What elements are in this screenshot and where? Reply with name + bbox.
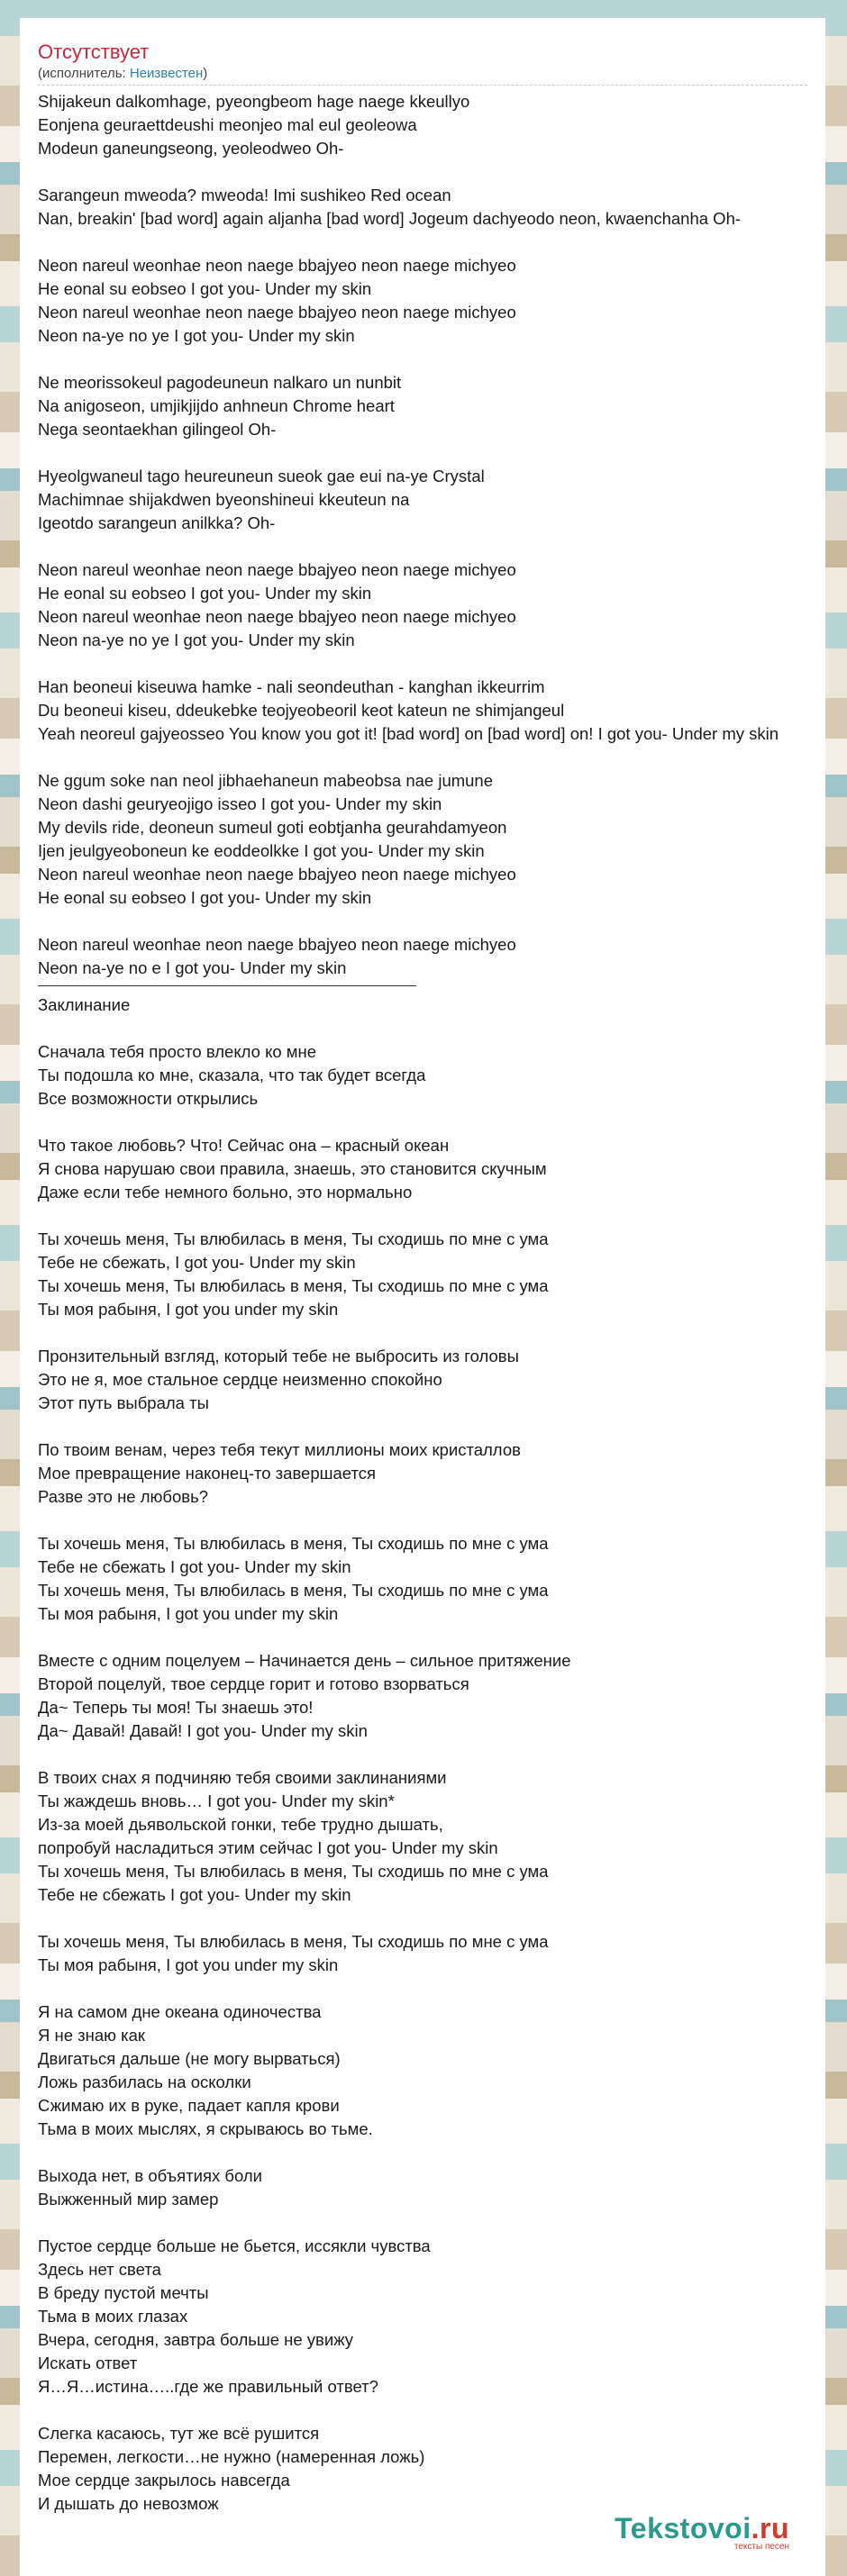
lyric-line: Ijen jeulgyeoboneun ke eoddeolkke I got you- Under my skin <box>38 841 485 860</box>
lyric-line: Слегка касаюсь, тут же всё рушится <box>38 2424 320 2443</box>
lyric-line: Второй поцелуй, твое сердце горит и готово взорваться <box>38 1674 469 1693</box>
lyrics-original <box>38 90 825 980</box>
lyric-line: Что такое любовь? Что! Сейчас она – красный океан <box>38 1136 450 1155</box>
lyric-line: My devils ride, deoneun sumeul goti eobtjanha geurahdamyeon <box>38 818 507 837</box>
lyric-line: Ты хочешь меня, Ты влюбилась в меня, Ты сходишь по мне с ума <box>38 1862 549 1881</box>
lyric-line: Здесь нет света <box>38 2260 161 2279</box>
lyric-line: He eonal su eobseo I got you- Under my skin <box>38 279 372 298</box>
lyric-line: Я на самом дне океана одиночества <box>38 2002 322 2021</box>
lyric-line: Ты жаждешь вновь… I got you- Under my skin* <box>38 1791 395 1810</box>
lyric-line: Перемен, легкости…не нужно (намеренная ложь) <box>38 2447 425 2466</box>
lyric-line: Ты моя рабыня, I got you under my skin <box>38 1300 339 1319</box>
site-logo[interactable] <box>615 2513 789 2553</box>
lyric-line: Тьма в моих мыслях, я скрываюсь во тьме. <box>38 2119 373 2138</box>
stanza-gap <box>38 1204 825 1228</box>
artist-suffix: ) <box>203 66 208 81</box>
lyric-line: Я не знаю как <box>38 2026 146 2045</box>
lyric-line: Machimnae shijakdwen byeonshineui kkeuteun na <box>38 490 410 509</box>
lyric-line: Eonjena geuraettdeushi meonjeo mal eul geoleowa <box>38 115 417 134</box>
lyric-line: He eonal su eobseo I got you- Under my skin <box>38 888 372 907</box>
lyric-line: Тьма в моих глазах <box>38 2307 188 2326</box>
section-divider <box>38 985 416 986</box>
logo-tagline: тексты песен <box>733 2542 789 2552</box>
stanza-gap <box>38 1321 825 1345</box>
artist-prefix: (исполнитель: <box>38 66 130 81</box>
lyric-line: Ты подошла ко мне, сказала, что так будет всегда <box>38 1066 426 1084</box>
stanza-gap <box>38 1415 825 1438</box>
lyric-line: Выхода нет, в объятиях боли <box>38 2166 263 2185</box>
stanza-gap <box>38 2141 825 2164</box>
lyrics-card <box>20 18 825 2576</box>
song-title: Отсутствует <box>38 41 150 63</box>
stanza-gap <box>38 231 825 254</box>
lyric-line: Na anigoseon, umjikjijdo anhneun Chrome heart <box>38 396 395 415</box>
stanza-gap <box>38 1743 825 1766</box>
lyric-line: Ты моя рабыня, I got you under my skin <box>38 1955 339 1974</box>
lyric-line: Да~ Давай! Давай! I got you- Under my skin <box>38 1721 368 1740</box>
stanza-gap <box>38 160 825 184</box>
stanza-gap <box>38 1111 825 1134</box>
lyric-line: Выжженный мир замер <box>38 2190 219 2209</box>
artist-link[interactable]: Неизвестен <box>129 66 204 81</box>
lyric-line: Shijakeun dalkomhage, pyeongbeom hage naege kkeullyo <box>38 92 470 111</box>
lyric-line: Мое превращение наконец-то завершается <box>38 1464 376 1483</box>
stanza-gap <box>38 535 825 558</box>
lyric-line: Пронзительный взгляд, который тебе не выбросить из головы <box>38 1347 519 1365</box>
stanza-gap <box>38 1017 825 1040</box>
stanza-gap <box>38 746 825 769</box>
lyric-line: Искать ответ <box>38 2354 138 2372</box>
lyric-line: Ты хочешь меня, Ты влюбилась в меня, Ты сходишь по мне с ума <box>38 1229 549 1248</box>
logo-wordmark <box>615 2513 789 2544</box>
artist-line <box>38 65 807 83</box>
lyric-line: Modeun ganeungseong, yeoleodweo Oh- <box>38 139 344 158</box>
lyric-line: Вчера, сегодня, завтра больше не увижу <box>38 2330 354 2349</box>
stanza-gap <box>38 2211 825 2235</box>
lyric-line: Тебе не сбежать, I got you- Under my skin <box>38 1253 356 1272</box>
lyric-line: Все возможности открылись <box>38 1089 259 1108</box>
lyric-line: Сжимаю их в руке, падает капля крови <box>38 2096 340 2115</box>
lyric-line: Nega seontaekhan gilingeol Oh- <box>38 420 277 439</box>
lyric-line: Neon nareul weonhae neon naege bbajyeo neon naege michyeo <box>38 865 516 884</box>
lyric-line: Neon nareul weonhae neon naege bbajyeo neon naege michyeo <box>38 607 516 626</box>
lyric-line: Тебе не сбежать I got you- Under my skin <box>38 1557 351 1576</box>
lyric-line: Hyeolgwaneul tago heureuneun sueok gae eui na-ye Crystal <box>38 467 485 485</box>
lyric-line: Ты хочешь меня, Ты влюбилась в меня, Ты сходишь по мне с ума <box>38 1932 549 1951</box>
logo-domain: .ru <box>751 2512 789 2544</box>
stanza-gap <box>38 1907 825 1930</box>
lyric-line: Этот путь выбрала ты <box>38 1393 209 1412</box>
stanza-gap <box>38 652 825 676</box>
lyric-line: Nan, breakin' [bad word] again aljanha [bad word] Jogeum dachyeodo neon, kwaenchanha Oh- <box>38 209 742 228</box>
stanza-gap <box>38 1509 825 1532</box>
lyric-line: Из-за моей дьявольской гонки, тебе трудно дышать, <box>38 1815 443 1834</box>
lyric-line: Это не я, мое стальное сердце неизменно спокойно <box>38 1370 442 1389</box>
lyric-line: Да~ Теперь ты моя! Ты знаешь это! <box>38 1698 314 1717</box>
lyric-line: Neon na-ye no ye I got you- Under my skin <box>38 326 355 345</box>
logo-name: Tekstovoi <box>615 2512 751 2544</box>
lyric-line: Тебе не сбежать I got you- Under my skin <box>38 1885 351 1904</box>
lyric-line: Du beoneui kiseu, ddeukebke teojyeobeoril keot kateun ne shimjangeul <box>38 701 565 720</box>
lyric-line: Neon nareul weonhae neon naege bbajyeo neon naege michyeo <box>38 560 516 579</box>
lyric-line: Вместе с одним поцелуем – Начинается день – сильное притяжение <box>38 1651 571 1670</box>
lyric-line: Разве это не любовь? <box>38 1487 209 1506</box>
lyric-line: И дышать до невозмож <box>38 2494 219 2513</box>
lyric-line: попробуй насладиться этим сейчас I got you- Under my skin <box>38 1838 498 1857</box>
lyric-line: Yeah neoreul gajyeosseo You know you got it! [bad word] on [bad word] on! I got you- Under my skin <box>38 724 779 743</box>
lyric-line: Ты хочешь меня, Ты влюбилась в меня, Ты сходишь по мне с ума <box>38 1581 549 1600</box>
lyric-line: Neon nareul weonhae neon naege bbajyeo neon naege michyeo <box>38 303 516 322</box>
lyric-line: По твоим венам, через тебя текут миллионы моих кристаллов <box>38 1440 521 1459</box>
stanza-gap <box>38 1977 825 2000</box>
lyric-line: Neon nareul weonhae neon naege bbajyeo neon naege michyeo <box>38 935 516 954</box>
lyric-line: Ты моя рабыня, I got you under my skin <box>38 1604 339 1623</box>
stanza-gap <box>38 910 825 933</box>
lyric-line: Заклинание <box>38 995 131 1014</box>
stanza-gap <box>38 2399 825 2422</box>
lyrics-translation <box>38 993 825 2516</box>
lyric-line: В бреду пустой мечты <box>38 2283 209 2302</box>
lyric-line: Сначала тебя просто влекло ко мне <box>38 1042 317 1061</box>
stanza-gap <box>38 441 825 465</box>
lyric-line: Igeotdo sarangeun anilkka? Oh- <box>38 513 276 532</box>
lyric-line: Han beoneui kiseuwa hamke - nali seondeuthan - kanghan ikkeurrim <box>38 677 545 696</box>
lyric-line: Двигаться дальше (не могу вырваться) <box>38 2049 341 2068</box>
lyric-line: Ne meorissokeul pagodeuneun nalkaro un nunbit <box>38 373 402 392</box>
lyric-line: Пустое сердце больше не бьется, иссякли чувства <box>38 2236 431 2255</box>
lyric-line: Ты хочешь меня, Ты влюбилась в меня, Ты сходишь по мне с ума <box>38 1276 549 1295</box>
lyric-line: Я снова нарушаю свои правила, знаешь, это становится скучным <box>38 1159 547 1178</box>
lyric-line: Ne ggum soke nan neol jibhaehaneun mabeobsa nae jumune <box>38 771 494 790</box>
lyric-line: Neon dashi geuryeojigo isseo I got you- Under my skin <box>38 794 442 813</box>
lyric-line: Neon nareul weonhae neon naege bbajyeo neon naege michyeo <box>38 256 516 275</box>
stanza-gap <box>38 348 825 371</box>
lyric-line: He eonal su eobseo I got you- Under my skin <box>38 584 372 603</box>
lyric-line: В твоих снах я подчиняю тебя своими заклинаниями <box>38 1768 447 1787</box>
lyrics-body <box>38 90 825 2516</box>
song-header <box>38 40 807 86</box>
lyric-line: Sarangeun mweoda? mweoda! Imi sushikeo Red ocean <box>38 186 451 204</box>
lyric-line: Мое сердце закрылось навсегда <box>38 2471 290 2490</box>
lyric-line: Ложь разбилась на осколки <box>38 2073 251 2091</box>
lyric-line: Даже если тебе немного больно, это нормально <box>38 1183 413 1202</box>
lyric-line: Neon na-ye no ye I got you- Under my skin <box>38 630 355 649</box>
lyric-line: Ты хочешь меня, Ты влюбилась в меня, Ты сходишь по мне с ума <box>38 1534 549 1553</box>
lyric-line: Я…Я…истина…..где же правильный ответ? <box>38 2377 378 2396</box>
lyric-line: Neon na-ye no e I got you- Under my skin <box>38 958 347 977</box>
stanza-gap <box>38 1626 825 1649</box>
